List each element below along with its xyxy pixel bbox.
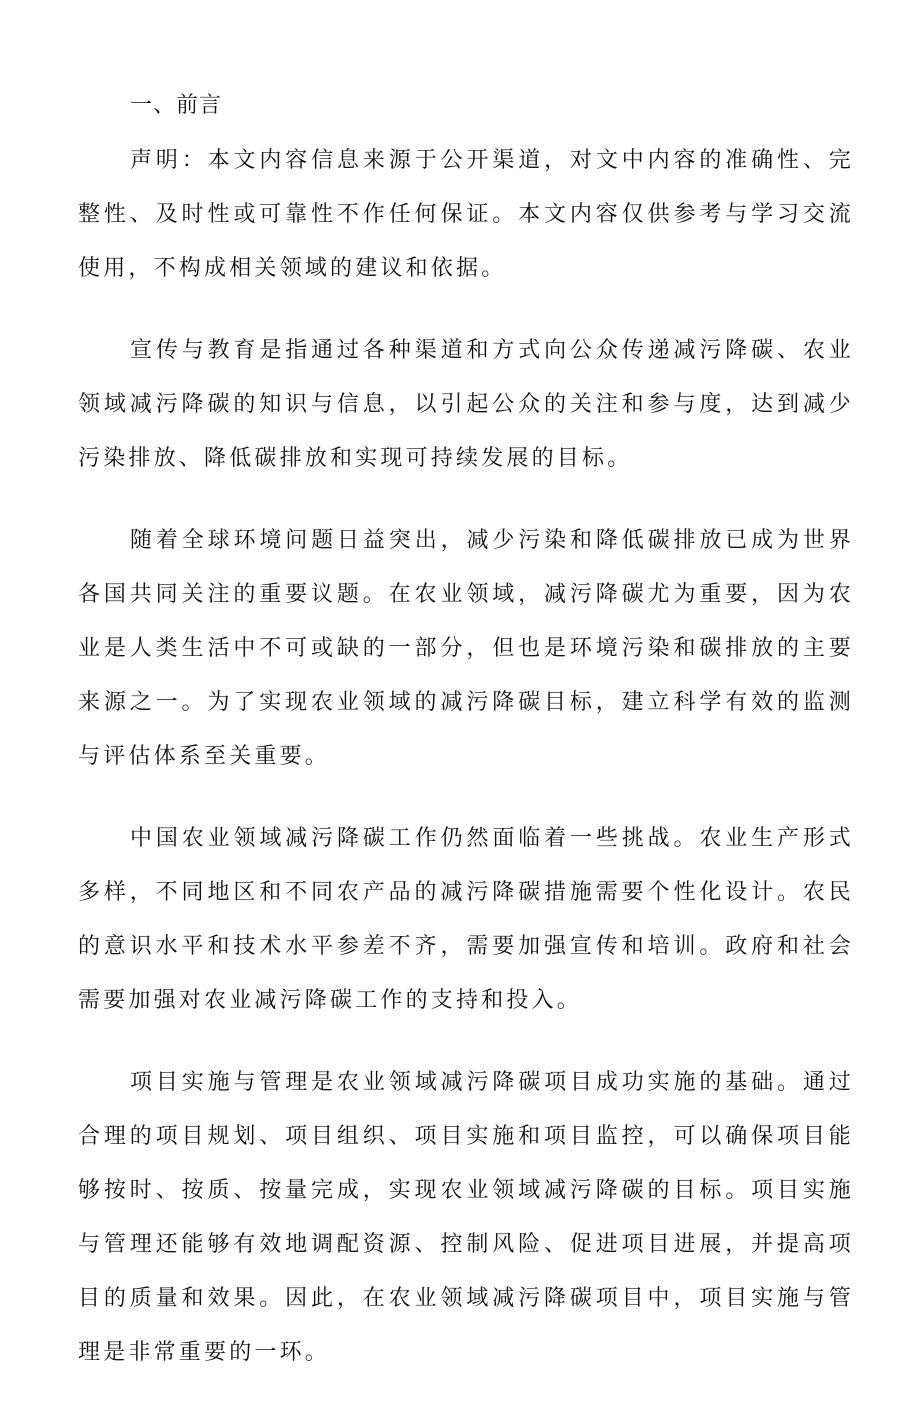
section-heading: 一、前言	[130, 93, 223, 118]
paragraph-monitoring: 随着全球环境问题日益突出，减少污染和降低碳排放已成为世界各国共同关注的重要议题。在农业领域，减污降碳尤为重要，因为农业是人类生活中不可或缺的一部分，但也是环境污染和碳排放的主要来源之一。为了实现农业领域的减污降碳目标，建立科学有效的监测与评估体系至关重要。	[78, 528, 854, 769]
paragraph-project-management: 项目实施与管理是农业领域减污降碳项目成功实施的基础。通过合理的项目规划、项目组织、项目实施和项目监控，可以确保项目能够按时、按质、按量完成，实现农业领域减污降碳的目标。项目实施与管理还能够有效地调配资源、控制风险、促进项目进展，并提高项目的质量和效果。因此，在农业领域减污降碳项目中，项目实施与管理是非常重要的一环。	[78, 1070, 854, 1365]
paragraph-education: 宣传与教育是指通过各种渠道和方式向公众传递减污降碳、农业领域减污降碳的知识与信息，以引起公众的关注和参与度，达到减少污染排放、降低碳排放和实现可持续发展的目标。	[78, 338, 854, 471]
document-page	[78, 78, 854, 1408]
paragraph-disclaimer: 声明：本文内容信息来源于公开渠道，对文中内容的准确性、完整性、及时性或可靠性不作任何保证。本文内容仅供参考与学习交流使用，不构成相关领域的建议和依据。	[78, 148, 854, 281]
paragraph-challenges: 中国农业领域减污降碳工作仍然面临着一些挑战。农业生产形式多样，不同地区和不同农产品的减污降碳措施需要个性化设计。农民的意识水平和技术水平参差不齐，需要加强宣传和培训。政府和社会需要加强对农业减污降碳工作的支持和投入。	[78, 826, 854, 1013]
